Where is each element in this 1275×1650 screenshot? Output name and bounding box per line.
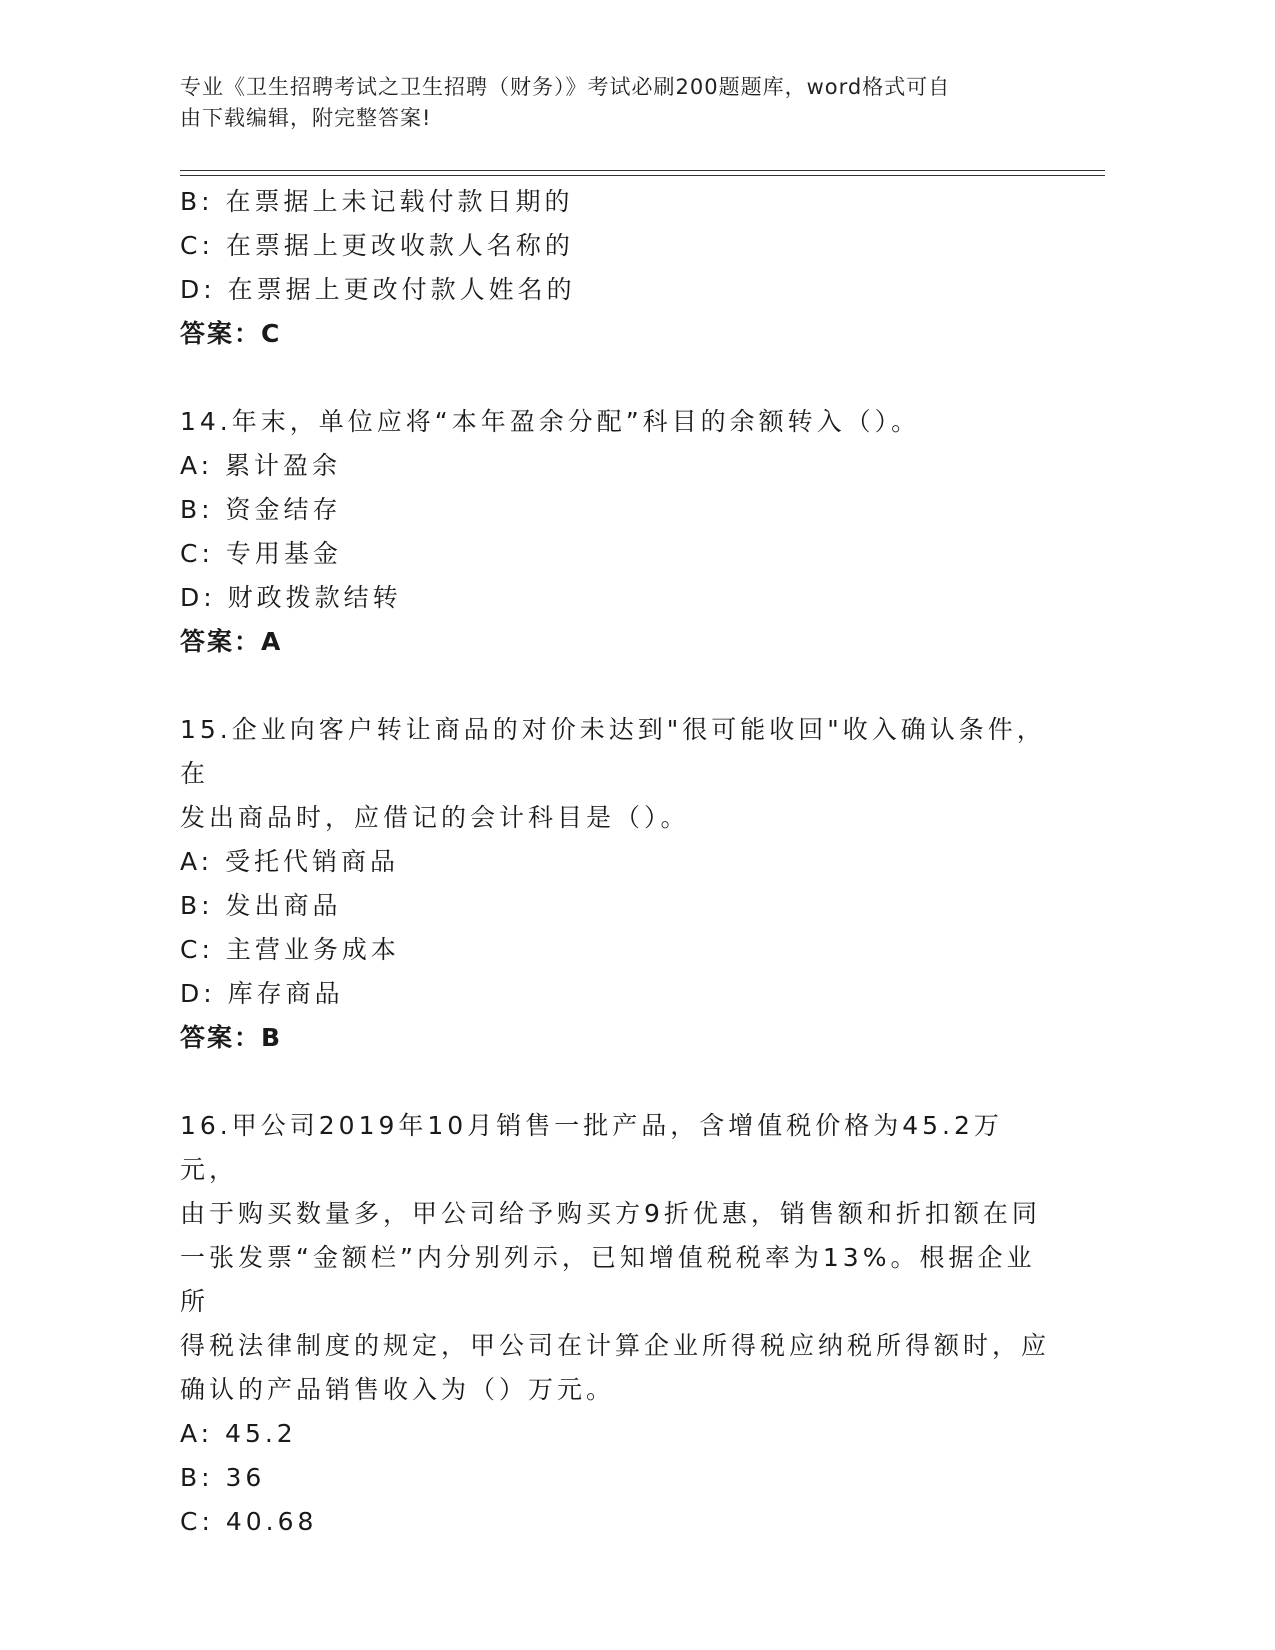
question-text-line-1: 16.甲公司2019年10月销售一批产品，含增值税价格为45.2万元， [180, 1111, 1003, 1184]
spacer [180, 356, 1050, 400]
question-text-line-2: 发出商品时，应借记的会计科目是（）。 [180, 803, 690, 832]
question-text-line-4: 得税法律制度的规定，甲公司在计算企业所得税应纳税所得额时，应 [180, 1331, 1051, 1360]
spacer [180, 1060, 1050, 1104]
question-text: 14.年末，单位应将“本年盈余分配”科目的余额转入（）。 [180, 407, 921, 436]
question-text-line-1: 15.企业向客户转让商品的对价未达到"很可能收回"收入确认条件，在 [180, 715, 1046, 788]
option-b: B: 36 [180, 1463, 266, 1492]
option-c: C: 40.68 [180, 1507, 318, 1536]
option-b: B: 发出商品 [180, 891, 342, 920]
answer: 答案：A [180, 627, 283, 656]
option-a: A: 受托代销商品 [180, 847, 400, 876]
question-text-line-3: 一张发票“金额栏”内分别列示，已知增值税税率为13%。根据企业所 [180, 1243, 1036, 1316]
answer: 答案：C [180, 319, 282, 348]
option-a: A: 45.2 [180, 1419, 297, 1448]
option-d: D: 财政拨款结转 [180, 583, 402, 612]
question-16 [180, 1104, 1050, 1544]
option-d: D: 库存商品 [180, 979, 344, 1008]
option-d: D: 在票据上更改付款人姓名的 [180, 275, 576, 304]
question-13 [180, 180, 1050, 356]
option-b: B: 资金结存 [180, 495, 342, 524]
question-text-line-2: 由于购买数量多，甲公司给予购买方9折优惠，销售额和折扣额在同 [180, 1199, 1041, 1228]
header-divider-top [180, 170, 1105, 171]
option-b: B: 在票据上未记载付款日期的 [180, 187, 574, 216]
question-14 [180, 400, 1050, 664]
header-line-2: 由下载编辑，附完整答案! [180, 106, 432, 130]
question-list [180, 180, 1050, 1544]
option-c: C: 在票据上更改收款人名称的 [180, 231, 574, 260]
header-line-1: 专业《卫生招聘考试之卫生招聘（财务）》考试必刷200题题库，word格式可自 [180, 75, 951, 99]
document-header [180, 72, 1040, 134]
option-c: C: 主营业务成本 [180, 935, 400, 964]
question-15 [180, 708, 1050, 1060]
header-divider-bottom [180, 175, 1105, 176]
option-c: C: 专用基金 [180, 539, 342, 568]
spacer [180, 664, 1050, 708]
answer: 答案：B [180, 1023, 283, 1052]
question-text-line-5: 确认的产品销售收入为（）万元。 [180, 1375, 616, 1404]
option-a: A: 累计盈余 [180, 451, 342, 480]
